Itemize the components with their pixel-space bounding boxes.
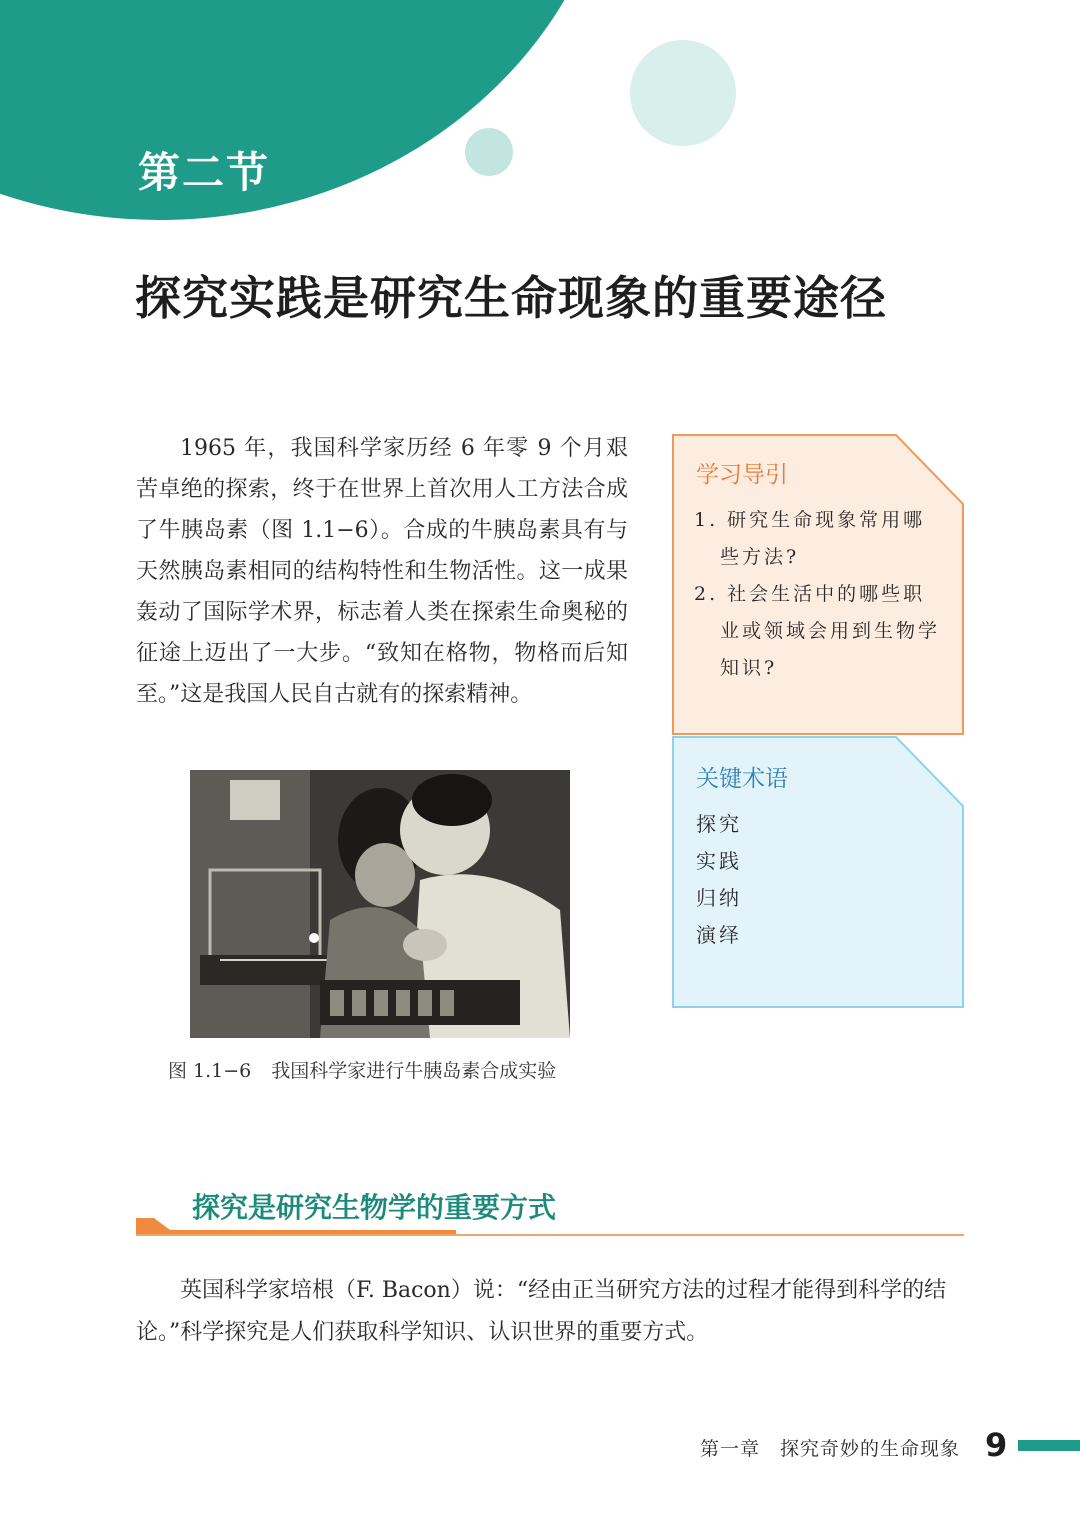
list-item: 实践 (696, 849, 742, 873)
decorative-bubble (465, 128, 513, 176)
footer-accent-bar (1018, 1440, 1080, 1451)
list-item: 1. 研究生命现象常用哪些方法? (694, 509, 926, 568)
key-terms-list (696, 806, 742, 954)
list-item: 探究 (696, 812, 742, 836)
running-footer (700, 1434, 960, 1461)
page-title: 探究实践是研究生命现象的重要途径 (135, 271, 887, 325)
header-teal-shape (0, 0, 620, 220)
page-number: 9 (985, 1426, 1008, 1464)
figure-photo (190, 770, 570, 1038)
figure-number: 图 1.1−6 (168, 1060, 252, 1082)
heading-divider (136, 1234, 964, 1236)
decorative-bubble (630, 40, 736, 146)
list-item: 2. 社会生活中的哪些职业或领域会用到生物学知识? (694, 583, 941, 679)
key-terms-title: 关键术语 (696, 766, 788, 792)
subsection-heading: 探究是研究生物学的重要方式 (192, 1191, 557, 1224)
intro-paragraph: 1965 年，我国科学家历经 6 年零 9 个月艰苦卓绝的探索，终于在世界上首次用人工方法合成了牛胰岛素（图 1.1−6）。合成的牛胰岛素具有与天然胰岛素相同的结构特性和生物活性。这一成果轰动了国际学术界，标志着人类在探索生命奥秘的征途上迈出了一大步。“致知在格物，物格而后知至。”这是我国人民自古就有的探索精神。 (136, 436, 628, 707)
study-guide-questions (694, 502, 944, 687)
study-guide-box (672, 434, 964, 1008)
figure-caption (168, 1056, 556, 1083)
list-item: 归纳 (696, 886, 742, 910)
chapter-title: 探究奇妙的生命现象 (780, 1438, 961, 1460)
subsection-paragraph: 英国科学家培根（F. Bacon）说：“经由正当研究方法的过程才能得到科学的结论。”科学探究是人们获取科学知识、认识世界的重要方式。 (136, 1278, 947, 1345)
figure-caption-text: 我国科学家进行牛胰岛素合成实验 (271, 1060, 557, 1082)
chapter-label: 第一章 (700, 1438, 761, 1460)
list-item: 演绎 (696, 923, 742, 947)
section-label: 第二节 (138, 148, 271, 197)
study-guide-title: 学习导引 (696, 462, 788, 488)
